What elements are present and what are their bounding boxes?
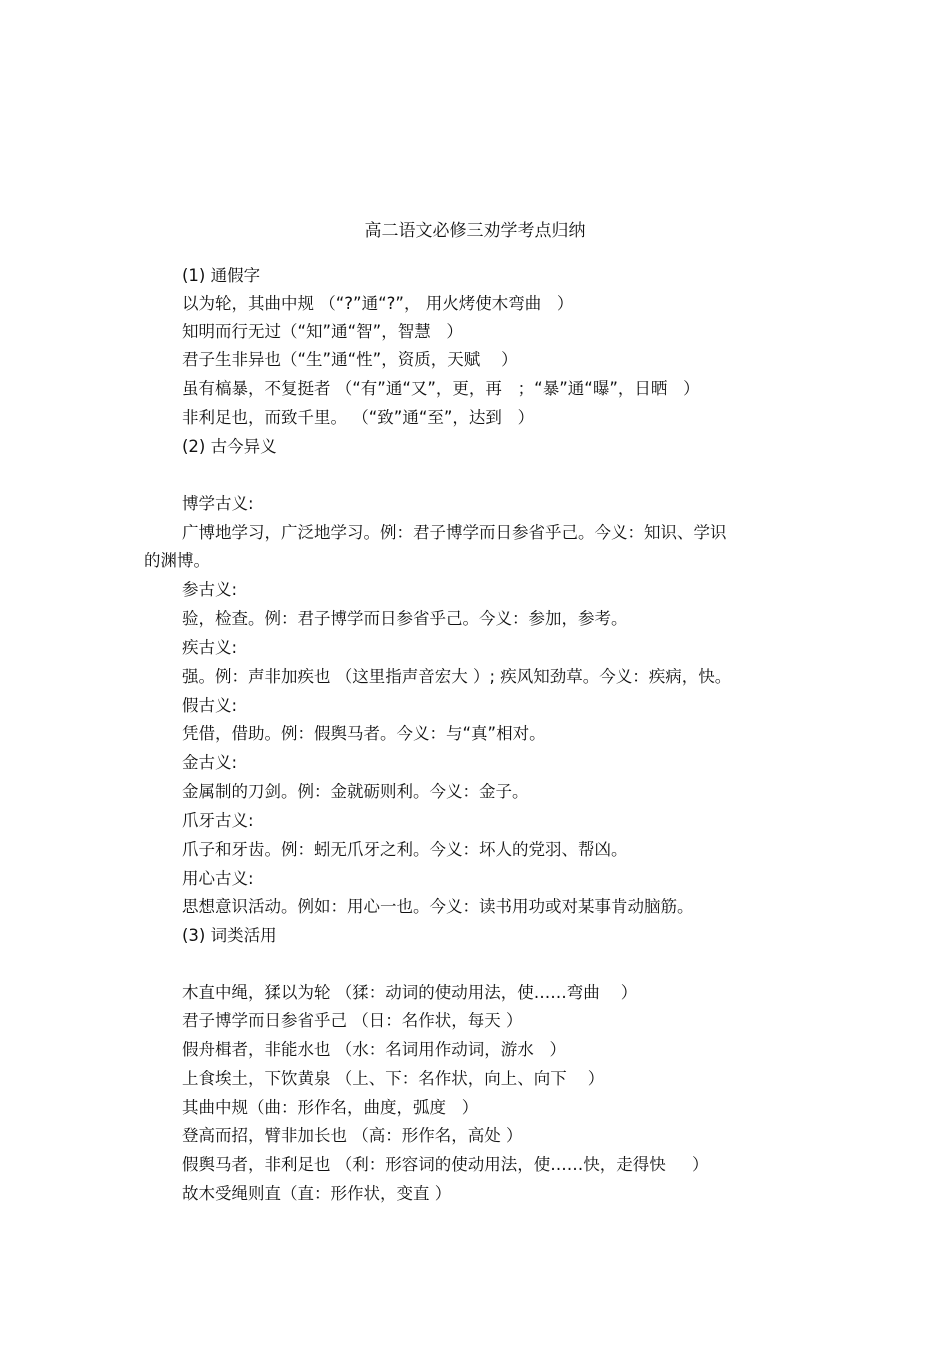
term-heading: 参古义: [182, 580, 238, 599]
text-line: 凭借，借助。例：假舆马者。今义：与“真”相对。 [182, 724, 546, 743]
page-title: 高二语文必修三劝学考点归纳 [364, 221, 586, 241]
section-heading-cileihuoyong: (3) 词类活用 [182, 926, 277, 945]
text-line: 故木受绳则直（直：形作状，变直 ） [182, 1184, 452, 1203]
text-line: 金属制的刀剑。例：金就砺则利。今义：金子。 [182, 782, 529, 801]
text-line: 验，检查。例：君子博学而日参省乎己。今义：参加，参考。 [182, 609, 628, 628]
text-line: 登高而招，臂非加长也 （高：形作名，高处 ） [182, 1126, 523, 1145]
text-line: 假舟楫者，非能水也 （水：名词用作动词，游水 ） [182, 1040, 566, 1059]
text-line: 爪子和牙齿。例：蚓无爪牙之利。今义：坏人的党羽、帮凶。 [182, 840, 628, 859]
term-heading: 博学古义: [182, 494, 254, 513]
text-line: 君子生非异也（“生”通“性”，资质，天赋 ） [182, 350, 518, 369]
text-line: 以为轮，其曲中规 （“?”通“?”， 用火烤使木弯曲 ） [182, 294, 574, 313]
text-line: 假舆马者，非利足也 （利：形容词的使动用法，使……快，走得快 ） [182, 1155, 709, 1174]
text-line: 其曲中规（曲：形作名，曲度，弧度 ） [182, 1098, 479, 1117]
term-heading: 用心古义: [182, 869, 254, 888]
text-line: 木直中绳，猱以为轮 （猱：动词的使动用法，使……弯曲 ） [182, 983, 638, 1002]
text-line: 虽有槁暴，不复挺者 （“有”通“又”，更，再 ；“暴”通“曝”，日晒 ） [182, 379, 700, 398]
text-line: 强。例：声非加疾也 （这里指声音宏大 ）; 疾风知劲草。今义：疾病，快。 [182, 667, 732, 686]
term-heading: 假古义: [182, 696, 238, 715]
text-line: 广博地学习，广泛地学习。例：君子博学而日参省乎己。今义：知识、学识 [182, 523, 727, 542]
term-heading: 疾古义: [182, 638, 238, 657]
text-line: 非利足也，而致千里。 （“致”通“至”，达到 ） [182, 408, 535, 427]
term-heading: 爪牙古义: [182, 811, 254, 830]
text-line: 知明而行无过（“知”通“智”，智慧 ） [182, 322, 463, 341]
text-line-continuation: 的渊博。 [144, 551, 210, 570]
section-heading-gujinyiyi: (2) 古今异义 [182, 437, 277, 456]
section-heading-tongjiazi: (1) 通假字 [182, 266, 261, 285]
text-line: 思想意识活动。例如：用心一也。今义：读书用功或对某事肯动脑筋。 [182, 897, 694, 916]
term-heading: 金古义: [182, 753, 238, 772]
text-line: 君子博学而日参省乎己 （日：名作状，每天 ） [182, 1011, 523, 1030]
text-line: 上食埃土，下饮黄泉 （上、下：名作状，向上、向下 ） [182, 1069, 605, 1088]
